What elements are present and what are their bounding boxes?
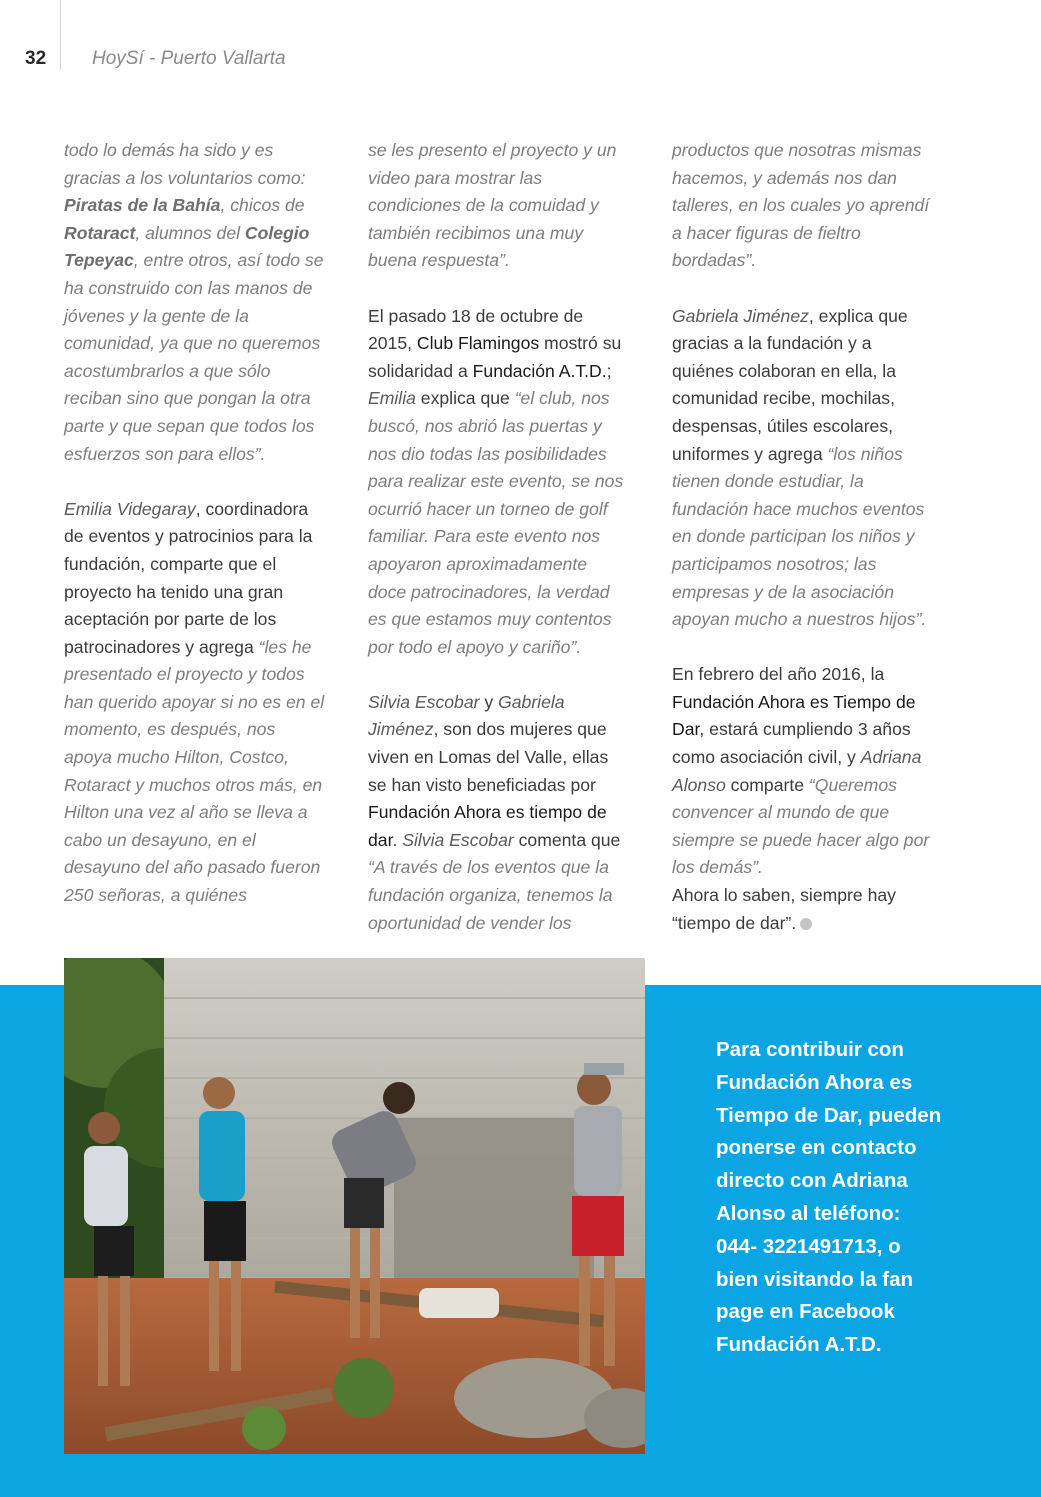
body-text: . — [392, 829, 403, 850]
body-text: comparte — [725, 774, 809, 795]
body-text: comenta que — [513, 829, 621, 850]
quote-text: todo lo demás ha sido y es gracias a los voluntarios como: — [64, 140, 306, 188]
org-name: Colegio Tepeyac — [64, 222, 310, 271]
paragraph: se les presento el proyecto y un video para mostrar las condiciones de la comuidad y también recibimos una muy buena respuesta”. — [368, 140, 617, 271]
org-name: Club Flamingos — [416, 333, 540, 354]
body-text: ; — [606, 360, 612, 381]
person-name: Silvia Escobar — [402, 829, 514, 850]
contact-intro: Para contribuir con Fundación Ahora es Tiempo de Dar, pueden ponerse en contacto directo con Adriana Alonso al teléfono: — [716, 1038, 942, 1225]
body-text: , son dos mujeres que viven en Lomas del Valle, ellas se han visto beneficiadas por — [368, 719, 609, 795]
body-text: , estará cumpliendo 3 años como asociación civil, y — [672, 719, 911, 768]
org-name: Rotaract — [64, 222, 136, 243]
quote-text: “los niños tienen donde estudiar, la fundación hace muchos eventos en donde participan los niños y participamos nosotros; las empresas y de la asociación apoyan mucho a nuestros hijos”. — [672, 443, 927, 630]
body-text: explica que — [415, 388, 515, 409]
person-name: Gabriela Jiménez — [672, 305, 809, 326]
quote-text: “A través de los eventos que la fundación organiza, tenemos la oportunidad de vender los — [368, 857, 613, 933]
body-text: mostró su solidaridad a — [368, 333, 622, 381]
volunteers-photo-illustration — [64, 958, 645, 1454]
person-name: Emilia Videgaray — [64, 498, 196, 519]
quote-text: , chicos de — [220, 195, 305, 216]
body-text: El pasado 18 de octubre de 2015, — [368, 305, 584, 354]
page-number: 32 — [25, 48, 47, 69]
paragraph — [64, 496, 326, 910]
paragraph — [368, 303, 630, 662]
quote-text: “Queremos convencer al mundo de que siempre se puede hacer algo por los demás”. — [672, 774, 930, 878]
contact-sidebar — [716, 1034, 956, 1362]
body-text: Ahora lo saben, siempre hay “tiempo de dar”. — [672, 885, 896, 933]
org-name: Fundación Ahora es Tiempo de Dar — [672, 691, 916, 740]
quote-text: , alumnos del — [135, 222, 245, 243]
article-column-1 — [64, 137, 326, 910]
contact-facebook: bien visitando la fan page en Facebook Fundación A.T.D. — [716, 1267, 914, 1357]
quote-text: “el club, nos buscó, nos abrió las puertas y nos dio todas las posibilidades para realizar este evento, se nos ocurrió hacer un torneo de golf familiar. Para este evento nos apoyaron aproximadamente doce patrocinadores, la verdad es que estamos muy contentos por todo el apoyo y cariño”. — [368, 388, 624, 657]
body-text: En febrero del año 2016, la — [672, 664, 885, 685]
person-name: Gabriela Jiménez — [368, 691, 565, 740]
org-name: Fundación Ahora es tiempo de dar — [368, 802, 607, 850]
running-title: HoySí - Puerto Vallarta — [92, 48, 286, 69]
header-rule — [60, 0, 61, 70]
org-name: Piratas de la Bahía — [64, 195, 221, 216]
paragraph — [368, 689, 630, 937]
end-of-article-icon — [800, 918, 812, 930]
contact-text — [716, 1034, 956, 1362]
body-text: , coordinadora de eventos y patrocinios para la fundación, comparte que el proyecto ha tenido una gran aceptación por parte de los patrocinadores y agrega — [64, 498, 313, 657]
body-text: , explica que gracias a la fundación y a quiénes colaboran en ella, la comunidad recibe, mochilas, despensas, útiles escolares, uniformes y agrega — [672, 305, 908, 464]
paragraph: productos que nosotras mismas hacemos, y además nos dan talleres, en los cuales yo aprendí a hacer figuras de fieltro bordadas”. — [672, 140, 930, 271]
article-column-3 — [672, 137, 934, 937]
contact-phone: 044- 3221491713, o — [716, 1234, 901, 1258]
person-name: Emilia — [368, 388, 416, 409]
person-name: Adriana Alonso — [672, 747, 922, 795]
article-column-2 — [368, 137, 630, 937]
org-name: Fundación A.T.D. — [472, 360, 607, 381]
quote-text: , entre otros, así todo se ha construido con las manos de jóvenes y la gente de la comunidad, ya que no queremos acostumbrarlos a que sólo reciban sino que pongan la otra parte y que sepan que todos los esfuerzos son para ellos”. — [64, 250, 324, 464]
paragraph — [672, 303, 934, 634]
paragraph — [64, 137, 326, 468]
quote-text: “les he presentado el proyecto y todos han querido apoyar si no es en el momento, es después, nos apoya mucho Hilton, Costco, Rotaract y muchos otros más, en Hilton una vez al año se lleva a cabo un desayuno, en el desayuno del año pasado fueron 250 señoras, a quiénes — [64, 636, 325, 906]
paragraph — [672, 661, 934, 937]
volunteers-photo — [64, 958, 645, 1454]
body-text: y — [479, 691, 499, 712]
person-name: Silvia Escobar — [368, 691, 480, 712]
